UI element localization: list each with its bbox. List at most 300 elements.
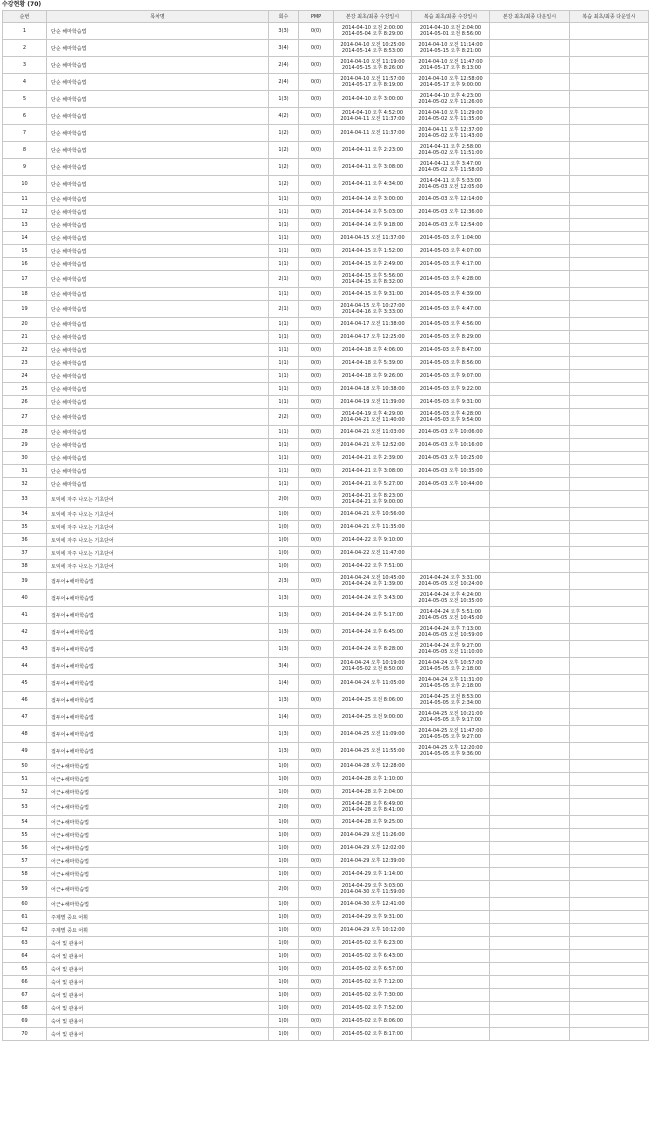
cell-no: 48: [3, 726, 47, 743]
datetime-line: 2014-05-03 오후 12:36:00: [418, 208, 483, 215]
datetime-line: 2014-05-05 오후 9:36:00: [419, 751, 482, 757]
datetime-line: 2014-04-11 오후 12:37:00: [418, 126, 483, 133]
col-header-main-view: 본강 최초/최종 수강일시: [334, 11, 412, 23]
datetime-line: 2014-04-14 오후 5:03:00: [341, 208, 404, 215]
cell-pmp: 0(0): [299, 508, 334, 521]
datetime-line: 2014-04-10 오후 3:00:00: [341, 95, 404, 102]
cell-count: 1(0): [269, 898, 299, 911]
table-row: [3, 439, 649, 452]
cell-review-view: [412, 816, 490, 829]
cell-count: 1(0): [269, 760, 299, 773]
cell-main-view: [334, 1015, 412, 1028]
table-row: [3, 963, 649, 976]
cell-no: 55: [3, 829, 47, 842]
cell-no: 52: [3, 786, 47, 799]
cell-main-view: [334, 963, 412, 976]
table-row: [3, 534, 649, 547]
cell-main-download: [490, 590, 570, 607]
datetime-line: 2014-05-15 오후 8:21:00: [419, 48, 482, 54]
cell-count: 1(0): [269, 842, 299, 855]
cell-main-download: [490, 288, 570, 301]
cell-review-download: [570, 692, 649, 709]
datetime-line: 2014-05-03 오후 10:06:00: [418, 428, 483, 435]
cell-review-download: [570, 924, 649, 937]
cell-review-download: [570, 773, 649, 786]
cell-name: 접두어+해마학습법: [47, 573, 269, 590]
cell-count: 1(1): [269, 245, 299, 258]
datetime-line: 2014-05-02 오후 11:26:00: [418, 99, 483, 105]
cell-review-view: [412, 40, 490, 57]
cell-name: 숙어 및 관용어: [47, 1028, 269, 1041]
cell-review-view: [412, 271, 490, 288]
cell-main-download: [490, 726, 570, 743]
cell-count: 1(2): [269, 125, 299, 142]
cell-review-view: [412, 439, 490, 452]
cell-review-download: [570, 989, 649, 1002]
datetime-line: 2014-04-24 오후 3:43:00: [341, 594, 404, 601]
table-row: [3, 855, 649, 868]
cell-pmp: 0(0): [299, 1002, 334, 1015]
datetime-line: 2014-04-25 오전 8:53:00: [419, 693, 482, 700]
cell-review-download: [570, 301, 649, 318]
cell-pmp: 0(0): [299, 245, 334, 258]
cell-no: 40: [3, 590, 47, 607]
table-row: [3, 950, 649, 963]
cell-count: 1(2): [269, 176, 299, 193]
cell-name: 단순 해마학습법: [47, 301, 269, 318]
cell-main-download: [490, 855, 570, 868]
cell-pmp: 0(0): [299, 74, 334, 91]
datetime-line: 2014-04-15 오후 8:32:00: [341, 279, 404, 285]
cell-main-download: [490, 1028, 570, 1041]
table-row: [3, 1002, 649, 1015]
cell-main-view: [334, 465, 412, 478]
table-row: [3, 607, 649, 624]
cell-main-view: [334, 799, 412, 816]
cell-main-download: [490, 773, 570, 786]
cell-pmp: 0(0): [299, 898, 334, 911]
cell-review-download: [570, 426, 649, 439]
cell-review-download: [570, 842, 649, 855]
datetime-line: 2014-04-18 오후 5:39:00: [341, 359, 404, 366]
cell-count: 1(1): [269, 383, 299, 396]
cell-main-view: [334, 624, 412, 641]
cell-review-download: [570, 760, 649, 773]
table-row: [3, 491, 649, 508]
cell-count: 2(0): [269, 491, 299, 508]
datetime-line: 2014-05-02 오후 11:43:00: [418, 133, 483, 139]
cell-review-download: [570, 318, 649, 331]
cell-pmp: 0(0): [299, 23, 334, 40]
datetime-line: 2014-05-02 오후 7:12:00: [341, 978, 404, 985]
datetime-line: 2014-05-17 오후 9:00:00: [419, 82, 482, 88]
cell-main-download: [490, 911, 570, 924]
cell-count: 1(0): [269, 924, 299, 937]
table-row: [3, 176, 649, 193]
datetime-line: 2014-05-03 오후 9:54:00: [419, 417, 482, 423]
table-row: [3, 726, 649, 743]
cell-main-view: [334, 709, 412, 726]
cell-pmp: 0(0): [299, 383, 334, 396]
datetime-line: 2014-04-30 오후 11:59:00: [340, 889, 405, 895]
cell-main-download: [490, 521, 570, 534]
cell-no: 2: [3, 40, 47, 57]
table-row: [3, 786, 649, 799]
cell-review-download: [570, 521, 649, 534]
cell-review-download: [570, 963, 649, 976]
cell-review-download: [570, 383, 649, 396]
cell-main-view: [334, 176, 412, 193]
table-row: [3, 573, 649, 590]
cell-review-view: [412, 658, 490, 675]
table-row: [3, 989, 649, 1002]
datetime-line: 2014-05-03 오후 4:28:00: [419, 275, 482, 282]
table-row: [3, 74, 649, 91]
cell-count: 1(3): [269, 624, 299, 641]
table-row: [3, 937, 649, 950]
cell-review-view: [412, 1015, 490, 1028]
cell-review-view: [412, 258, 490, 271]
cell-no: 70: [3, 1028, 47, 1041]
datetime-line: 2014-05-15 오후 8:26:00: [341, 65, 404, 71]
table-row: [3, 108, 649, 125]
table-row: [3, 842, 649, 855]
datetime-line: 2014-05-04 오후 8:29:00: [341, 31, 404, 37]
cell-main-view: [334, 193, 412, 206]
cell-main-download: [490, 318, 570, 331]
datetime-line: 2014-04-28 오후 6:49:00: [341, 800, 404, 807]
cell-name: 단순 해마학습법: [47, 344, 269, 357]
cell-review-download: [570, 607, 649, 624]
cell-pmp: 0(0): [299, 607, 334, 624]
cell-name: 접두어+해마학습법: [47, 607, 269, 624]
cell-no: 38: [3, 560, 47, 573]
datetime-line: 2014-04-28 오후 8:41:00: [341, 807, 404, 813]
cell-main-download: [490, 709, 570, 726]
cell-review-view: [412, 924, 490, 937]
datetime-line: 2014-04-18 오후 4:06:00: [341, 346, 404, 353]
cell-count: 1(1): [269, 396, 299, 409]
cell-main-view: [334, 976, 412, 989]
cell-count: 1(0): [269, 829, 299, 842]
cell-name: 단순 해마학습법: [47, 193, 269, 206]
datetime-line: 2014-04-25 오전 11:55:00: [340, 747, 405, 754]
cell-count: 2(4): [269, 74, 299, 91]
datetime-line: 2014-05-02 오후 11:35:00: [418, 116, 483, 122]
cell-review-view: [412, 245, 490, 258]
cell-review-download: [570, 108, 649, 125]
datetime-line: 2014-04-24 오후 11:05:00: [340, 679, 405, 686]
cell-no: 32: [3, 478, 47, 491]
cell-name: 단순 해마학습법: [47, 125, 269, 142]
cell-no: 8: [3, 142, 47, 159]
cell-main-view: [334, 786, 412, 799]
cell-count: 4(2): [269, 108, 299, 125]
cell-main-download: [490, 232, 570, 245]
cell-review-view: [412, 709, 490, 726]
cell-main-view: [334, 452, 412, 465]
cell-review-download: [570, 57, 649, 74]
cell-main-view: [334, 1028, 412, 1041]
cell-pmp: 0(0): [299, 675, 334, 692]
table-row: [3, 816, 649, 829]
cell-review-view: [412, 409, 490, 426]
cell-count: 1(1): [269, 318, 299, 331]
table-row: [3, 924, 649, 937]
cell-name: 단순 해마학습법: [47, 142, 269, 159]
table-row: [3, 1028, 649, 1041]
datetime-line: 2014-05-03 오전 12:05:00: [418, 184, 483, 190]
cell-main-view: [334, 675, 412, 692]
cell-main-download: [490, 989, 570, 1002]
cell-review-download: [570, 396, 649, 409]
datetime-line: 2014-05-02 오후 7:52:00: [341, 1004, 404, 1011]
cell-main-download: [490, 950, 570, 963]
cell-name: 어근+해마학습법: [47, 881, 269, 898]
cell-no: 41: [3, 607, 47, 624]
cell-count: 2(3): [269, 573, 299, 590]
cell-review-download: [570, 1028, 649, 1041]
datetime-line: 2014-04-21 오후 3:08:00: [341, 467, 404, 474]
cell-review-view: [412, 799, 490, 816]
datetime-line: 2014-04-24 오후 3:31:00: [419, 574, 482, 581]
datetime-line: 2014-04-29 오후 12:39:00: [340, 857, 405, 864]
cell-no: 49: [3, 743, 47, 760]
cell-name: 어근+해마학습법: [47, 842, 269, 855]
cell-review-download: [570, 206, 649, 219]
cell-main-download: [490, 258, 570, 271]
cell-main-download: [490, 760, 570, 773]
cell-review-download: [570, 159, 649, 176]
cell-main-download: [490, 881, 570, 898]
cell-main-view: [334, 868, 412, 881]
datetime-line: 2014-04-15 오후 2:49:00: [341, 260, 404, 267]
cell-review-download: [570, 331, 649, 344]
cell-count: 1(0): [269, 508, 299, 521]
cell-name: 접두어+해마학습법: [47, 726, 269, 743]
cell-count: 1(3): [269, 726, 299, 743]
datetime-line: 2014-04-24 오후 5:51:00: [419, 608, 482, 615]
table-row: [3, 370, 649, 383]
cell-main-view: [334, 855, 412, 868]
cell-main-view: [334, 23, 412, 40]
cell-main-view: [334, 478, 412, 491]
cell-main-download: [490, 465, 570, 478]
datetime-line: 2014-04-25 오전 11:47:00: [418, 727, 483, 734]
cell-main-download: [490, 331, 570, 344]
cell-pmp: 0(0): [299, 726, 334, 743]
cell-pmp: 0(0): [299, 478, 334, 491]
cell-main-download: [490, 409, 570, 426]
cell-review-view: [412, 911, 490, 924]
cell-name: 토익에 자주 나오는 기초단어: [47, 508, 269, 521]
datetime-line: 2014-04-19 오전 11:39:00: [340, 398, 405, 405]
table-row: [3, 829, 649, 842]
cell-main-download: [490, 743, 570, 760]
cell-review-view: [412, 193, 490, 206]
cell-pmp: 0(0): [299, 206, 334, 219]
col-header-name: 목차명: [47, 11, 269, 23]
cell-name: 어근+해마학습법: [47, 829, 269, 842]
cell-name: 접두어+해마학습법: [47, 624, 269, 641]
datetime-line: 2014-04-28 오후 2:04:00: [341, 788, 404, 795]
cell-review-view: [412, 91, 490, 108]
datetime-line: 2014-05-03 오후 8:29:00: [419, 333, 482, 340]
datetime-line: 2014-05-03 오후 10:35:00: [418, 467, 483, 474]
cell-review-download: [570, 881, 649, 898]
datetime-line: 2014-05-03 오후 9:31:00: [419, 398, 482, 405]
datetime-line: 2014-04-21 오후 8:23:00: [341, 492, 404, 499]
cell-review-view: [412, 232, 490, 245]
cell-main-view: [334, 1002, 412, 1015]
datetime-line: 2014-04-25 오전 11:09:00: [340, 730, 405, 737]
cell-no: 42: [3, 624, 47, 641]
cell-review-download: [570, 370, 649, 383]
cell-review-download: [570, 590, 649, 607]
table-row: [3, 57, 649, 74]
datetime-line: 2014-04-15 오전 11:37:00: [340, 234, 405, 241]
datetime-line: 2014-04-10 오전 11:57:00: [340, 75, 405, 82]
cell-main-view: [334, 331, 412, 344]
datetime-line: 2014-04-11 오전 11:37:00: [340, 129, 405, 136]
cell-count: 1(0): [269, 963, 299, 976]
datetime-line: 2014-04-24 오후 11:31:00: [418, 676, 483, 683]
datetime-line: 2014-04-25 오전 10:21:00: [418, 710, 483, 717]
cell-pmp: 0(0): [299, 176, 334, 193]
cell-name: 단순 해마학습법: [47, 91, 269, 108]
datetime-line: 2014-04-15 오후 5:56:00: [341, 272, 404, 279]
datetime-line: 2014-05-03 오후 10:16:00: [418, 441, 483, 448]
cell-pmp: 0(0): [299, 590, 334, 607]
cell-main-view: [334, 426, 412, 439]
cell-main-download: [490, 271, 570, 288]
table-row: [3, 193, 649, 206]
cell-name: 단순 해마학습법: [47, 206, 269, 219]
cell-review-view: [412, 142, 490, 159]
cell-name: 어근+해마학습법: [47, 868, 269, 881]
cell-review-download: [570, 23, 649, 40]
cell-no: 15: [3, 245, 47, 258]
cell-review-download: [570, 1015, 649, 1028]
datetime-line: 2014-04-29 오후 9:31:00: [341, 913, 404, 920]
cell-review-download: [570, 193, 649, 206]
cell-no: 30: [3, 452, 47, 465]
datetime-line: 2014-05-02 오후 6:57:00: [341, 965, 404, 972]
cell-review-view: [412, 989, 490, 1002]
cell-no: 62: [3, 924, 47, 937]
cell-no: 35: [3, 521, 47, 534]
cell-no: 37: [3, 547, 47, 560]
cell-main-view: [334, 318, 412, 331]
cell-name: 단순 해마학습법: [47, 108, 269, 125]
cell-name: 단순 해마학습법: [47, 478, 269, 491]
datetime-line: 2014-04-11 오후 2:23:00: [341, 146, 404, 153]
datetime-line: 2014-05-14 오후 8:53:00: [341, 48, 404, 54]
cell-pmp: 0(0): [299, 924, 334, 937]
cell-main-download: [490, 91, 570, 108]
cell-no: 31: [3, 465, 47, 478]
cell-no: 24: [3, 370, 47, 383]
cell-main-view: [334, 760, 412, 773]
cell-no: 20: [3, 318, 47, 331]
cell-main-view: [334, 658, 412, 675]
cell-count: 2(0): [269, 799, 299, 816]
cell-main-download: [490, 898, 570, 911]
cell-name: 접두어+해마학습법: [47, 692, 269, 709]
cell-count: 2(0): [269, 881, 299, 898]
cell-no: 46: [3, 692, 47, 709]
cell-main-view: [334, 159, 412, 176]
datetime-line: 2014-05-05 오후 9:17:00: [419, 717, 482, 723]
datetime-line: 2014-05-03 오후 8:47:00: [419, 346, 482, 353]
datetime-line: 2014-04-15 오후 10:27:00: [340, 302, 405, 309]
cell-no: 5: [3, 91, 47, 108]
cell-name: 어근+해마학습법: [47, 898, 269, 911]
datetime-line: 2014-04-29 오전 11:26:00: [340, 831, 405, 838]
cell-pmp: 0(0): [299, 658, 334, 675]
cell-review-download: [570, 74, 649, 91]
datetime-line: 2014-04-29 오후 3:03:00: [341, 882, 404, 889]
cell-no: 25: [3, 383, 47, 396]
cell-pmp: 0(0): [299, 521, 334, 534]
table-row: [3, 675, 649, 692]
cell-pmp: 0(0): [299, 855, 334, 868]
cell-review-view: [412, 288, 490, 301]
datetime-line: 2014-04-24 오후 4:24:00: [419, 591, 482, 598]
datetime-line: 2014-05-02 오후 7:30:00: [341, 991, 404, 998]
table-row: [3, 590, 649, 607]
datetime-line: 2014-05-02 오후 6:23:00: [341, 939, 404, 946]
cell-no: 39: [3, 573, 47, 590]
cell-no: 14: [3, 232, 47, 245]
cell-name: 단순 해마학습법: [47, 271, 269, 288]
datetime-line: 2014-04-10 오후 4:52:00: [341, 109, 404, 116]
cell-pmp: 0(0): [299, 258, 334, 271]
cell-no: 69: [3, 1015, 47, 1028]
datetime-line: 2014-05-01 오전 8:56:00: [419, 31, 482, 37]
cell-main-download: [490, 142, 570, 159]
cell-name: 단순 해마학습법: [47, 23, 269, 40]
cell-review-view: [412, 547, 490, 560]
datetime-line: 2014-05-02 오후 8:17:00: [341, 1030, 404, 1037]
table-row: [3, 383, 649, 396]
cell-pmp: 0(0): [299, 142, 334, 159]
table-row: [3, 206, 649, 219]
cell-review-view: [412, 521, 490, 534]
datetime-line: 2014-04-24 오후 9:27:00: [419, 642, 482, 649]
cell-pmp: 0(0): [299, 881, 334, 898]
cell-main-view: [334, 842, 412, 855]
cell-no: 7: [3, 125, 47, 142]
cell-no: 59: [3, 881, 47, 898]
cell-review-download: [570, 142, 649, 159]
datetime-line: 2014-04-24 오후 7:13:00: [419, 625, 482, 632]
cell-review-download: [570, 709, 649, 726]
cell-no: 4: [3, 74, 47, 91]
cell-count: 1(1): [269, 439, 299, 452]
cell-main-download: [490, 573, 570, 590]
cell-main-download: [490, 963, 570, 976]
cell-main-download: [490, 641, 570, 658]
cell-count: 1(1): [269, 331, 299, 344]
datetime-line: 2014-05-03 오후 4:39:00: [419, 290, 482, 297]
cell-no: 50: [3, 760, 47, 773]
cell-count: 3(4): [269, 40, 299, 57]
cell-no: 18: [3, 288, 47, 301]
cell-no: 17: [3, 271, 47, 288]
cell-main-view: [334, 881, 412, 898]
cell-pmp: 0(0): [299, 465, 334, 478]
